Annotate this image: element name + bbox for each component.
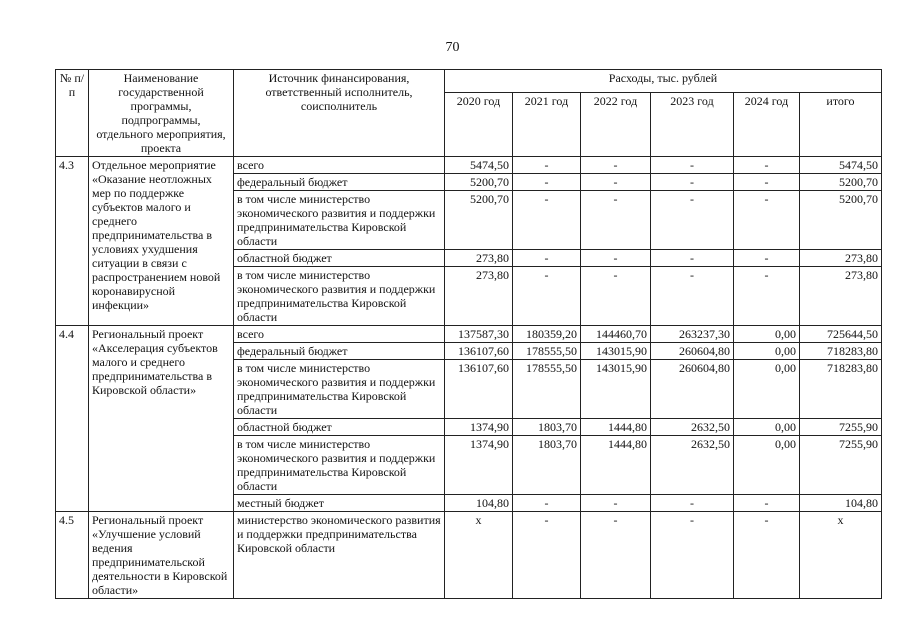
value-cell: 1444,80	[581, 419, 651, 436]
value-cell: -	[513, 512, 581, 599]
value-cell: 136107,60	[445, 360, 513, 419]
header-name: Наименование государственной программы, подпрограммы, отдельного мероприятия, проекта	[89, 70, 234, 157]
value-cell: 260604,80	[651, 343, 734, 360]
value-cell: 273,80	[445, 267, 513, 326]
value-cell: 0,00	[734, 360, 800, 419]
funding-source: областной бюджет	[234, 419, 445, 436]
item-name: Региональный проект «Улучшение условий ведения предпринимательской деятельности в Кировской области»	[89, 512, 234, 599]
table-row	[56, 157, 882, 174]
value-cell: -	[651, 495, 734, 512]
total-cell: 5200,70	[800, 174, 882, 191]
value-cell: -	[581, 512, 651, 599]
budget-table	[55, 69, 882, 599]
funding-source: федеральный бюджет	[234, 174, 445, 191]
funding-source: федеральный бюджет	[234, 343, 445, 360]
header-no: № п/п	[56, 70, 89, 157]
value-cell: 143015,90	[581, 360, 651, 419]
value-cell: -	[734, 250, 800, 267]
funding-source: всего	[234, 326, 445, 343]
funding-source: министерство экономического развития и поддержки предпринимательства Кировской области	[234, 512, 445, 599]
value-cell: -	[581, 174, 651, 191]
header-total: итого	[800, 93, 882, 157]
value-cell: -	[651, 512, 734, 599]
total-cell: 273,80	[800, 250, 882, 267]
funding-source: местный бюджет	[234, 495, 445, 512]
total-cell: 725644,50	[800, 326, 882, 343]
value-cell: 2632,50	[651, 419, 734, 436]
value-cell: 2632,50	[651, 436, 734, 495]
total-cell: 7255,90	[800, 436, 882, 495]
value-cell: -	[734, 174, 800, 191]
value-cell: -	[513, 250, 581, 267]
funding-source: областной бюджет	[234, 250, 445, 267]
value-cell: 1444,80	[581, 436, 651, 495]
total-cell: 104,80	[800, 495, 882, 512]
item-name: Региональный проект «Акселерация субъектов малого и среднего предпринимательства в Кировской области»	[89, 326, 234, 512]
value-cell: -	[651, 174, 734, 191]
value-cell: -	[513, 495, 581, 512]
total-cell: 718283,80	[800, 343, 882, 360]
item-number: 4.4	[56, 326, 89, 512]
value-cell: -	[513, 174, 581, 191]
table-body	[56, 157, 882, 599]
value-cell: 136107,60	[445, 343, 513, 360]
table-row	[56, 326, 882, 343]
value-cell: 180359,20	[513, 326, 581, 343]
value-cell: -	[581, 250, 651, 267]
value-cell: 1803,70	[513, 436, 581, 495]
value-cell: 5200,70	[445, 191, 513, 250]
value-cell: -	[734, 157, 800, 174]
value-cell: -	[581, 495, 651, 512]
funding-source: в том числе министерство экономического развития и поддержки предпринимательства Кировской области	[234, 267, 445, 326]
value-cell: -	[513, 267, 581, 326]
value-cell: -	[651, 191, 734, 250]
item-name: Отдельное мероприятие «Оказание неотложных мер по поддержке субъектов малого и среднего предпринимательства в условиях ухудшения ситуации в связи с распространением новой коронавирусной инфекции»	[89, 157, 234, 326]
value-cell: х	[445, 512, 513, 599]
value-cell: -	[581, 267, 651, 326]
value-cell: -	[651, 250, 734, 267]
value-cell: 144460,70	[581, 326, 651, 343]
total-cell: 718283,80	[800, 360, 882, 419]
header-expenses: Расходы, тыс. рублей	[445, 70, 882, 93]
value-cell: -	[513, 157, 581, 174]
value-cell: 143015,90	[581, 343, 651, 360]
value-cell: 5474,50	[445, 157, 513, 174]
value-cell: -	[581, 157, 651, 174]
value-cell: -	[513, 191, 581, 250]
item-number: 4.5	[56, 512, 89, 599]
value-cell: 178555,50	[513, 343, 581, 360]
value-cell: -	[734, 267, 800, 326]
value-cell: 104,80	[445, 495, 513, 512]
total-cell: 7255,90	[800, 419, 882, 436]
funding-source: в том числе министерство экономического развития и поддержки предпринимательства Кировской области	[234, 436, 445, 495]
value-cell: -	[734, 191, 800, 250]
value-cell: 273,80	[445, 250, 513, 267]
header-source: Источник финансирования, ответственный исполнитель, соисполнитель	[234, 70, 445, 157]
header-year: 2024 год	[734, 93, 800, 157]
value-cell: 1374,90	[445, 436, 513, 495]
total-cell: 273,80	[800, 267, 882, 326]
value-cell: 5200,70	[445, 174, 513, 191]
total-cell: 5200,70	[800, 191, 882, 250]
page-number: 70	[445, 40, 460, 55]
header-year: 2021 год	[513, 93, 581, 157]
value-cell: 1374,90	[445, 419, 513, 436]
total-cell: 5474,50	[800, 157, 882, 174]
total-cell: х	[800, 512, 882, 599]
value-cell: 1803,70	[513, 419, 581, 436]
funding-source: всего	[234, 157, 445, 174]
value-cell: 0,00	[734, 436, 800, 495]
value-cell: 178555,50	[513, 360, 581, 419]
header-year: 2023 год	[651, 93, 734, 157]
value-cell: -	[734, 512, 800, 599]
value-cell: -	[734, 495, 800, 512]
header-year: 2022 год	[581, 93, 651, 157]
value-cell: 137587,30	[445, 326, 513, 343]
funding-source: в том числе министерство экономического развития и поддержки предпринимательства Кировской области	[234, 360, 445, 419]
funding-source: в том числе министерство экономического развития и поддержки предпринимательства Кировской области	[234, 191, 445, 250]
value-cell: 0,00	[734, 326, 800, 343]
value-cell: -	[651, 267, 734, 326]
value-cell: 260604,80	[651, 360, 734, 419]
value-cell: -	[581, 191, 651, 250]
table-row	[56, 512, 882, 599]
value-cell: -	[651, 157, 734, 174]
header-year: 2020 год	[445, 93, 513, 157]
value-cell: 0,00	[734, 343, 800, 360]
value-cell: 0,00	[734, 419, 800, 436]
value-cell: 263237,30	[651, 326, 734, 343]
item-number: 4.3	[56, 157, 89, 326]
